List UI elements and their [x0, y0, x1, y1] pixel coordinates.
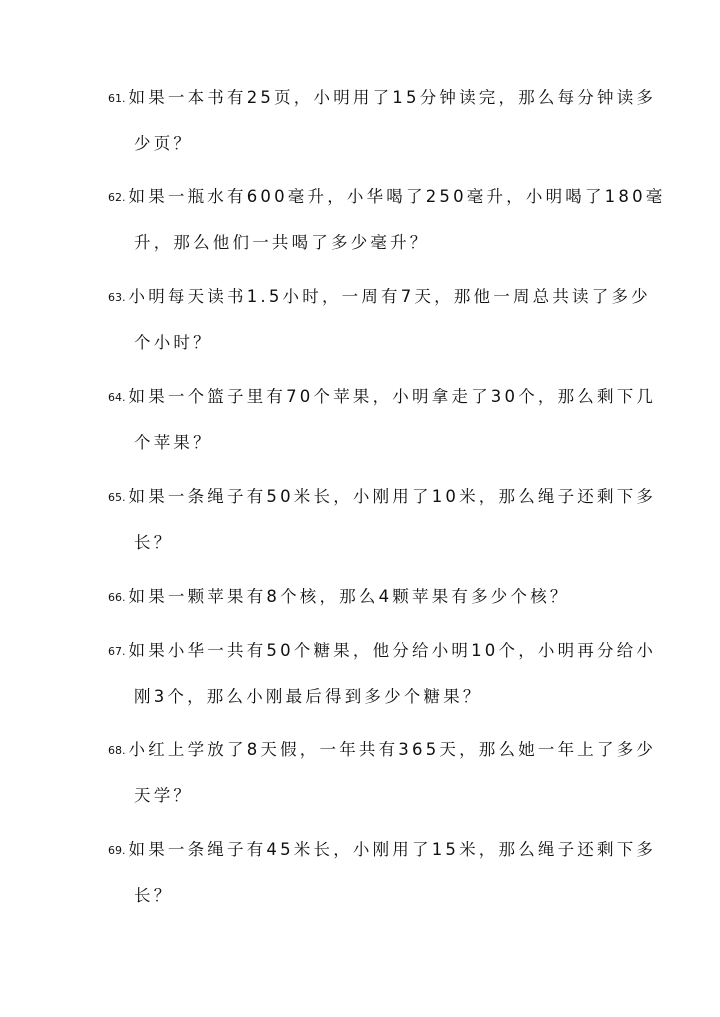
problem-line-2: 天学？: [134, 786, 194, 805]
problem-line-2: 升，那么他们一共喝了多少毫升？: [134, 233, 430, 252]
problem-text: 如果一条绳子有45米长，小刚用了15米，那么绳子还剩下多: [128, 840, 657, 859]
problem-number: 64.: [108, 391, 126, 404]
problem-line-1: [108, 187, 665, 208]
problem-text: 如果一瓶水有600毫升，小华喝了250毫升，小明喝了180毫: [128, 187, 666, 206]
problem-line-2: 长？: [134, 886, 174, 905]
problem-number: 67.: [108, 645, 126, 658]
problem-number: 65.: [108, 491, 126, 504]
problem-line-1: [108, 840, 656, 861]
problem-line-2: 个小时？: [134, 333, 213, 352]
problem-text: 如果一本书有25页，小明用了15分钟读完，那么每分钟读多: [128, 88, 657, 107]
problem-line-1: [108, 88, 656, 109]
problem-line-1: [108, 387, 656, 408]
problem-line-2: 少页？: [134, 134, 194, 153]
problem-text: 如果小华一共有50个糖果，他分给小明10个，小明再分给小: [128, 641, 657, 660]
problem-line-1: [108, 740, 656, 761]
problem-line-1: [108, 641, 656, 662]
problem-number: 62.: [108, 191, 126, 204]
problem-number: 69.: [108, 844, 126, 857]
problem-number: 63.: [108, 291, 126, 304]
problem-text: 如果一条绳子有50米长，小刚用了10米，那么绳子还剩下多: [128, 487, 657, 506]
problem-text: 小红上学放了8天假，一年共有365天，那么她一年上了多少: [128, 740, 657, 759]
problem-text: 如果一个篮子里有70个苹果，小明拿走了30个，那么剩下几: [128, 387, 657, 406]
problem-text: 小明每天读书1.5小时，一周有7天，那他一周总共读了多少: [128, 287, 651, 306]
problem-line-2: 长？: [134, 533, 174, 552]
problem-text: 如果一颗苹果有8个核，那么4颗苹果有多少个核？: [128, 587, 570, 606]
problem-line-1: [108, 287, 651, 308]
problem-line-1: [108, 487, 656, 508]
problem-number: 68.: [108, 744, 126, 757]
problem-line-1: [108, 587, 570, 608]
problem-number: 61.: [108, 92, 126, 105]
problem-number: 66.: [108, 591, 126, 604]
problem-line-2: 个苹果？: [134, 433, 213, 452]
problem-line-2: 刚3个，那么小刚最后得到多少个糖果？: [134, 687, 483, 706]
